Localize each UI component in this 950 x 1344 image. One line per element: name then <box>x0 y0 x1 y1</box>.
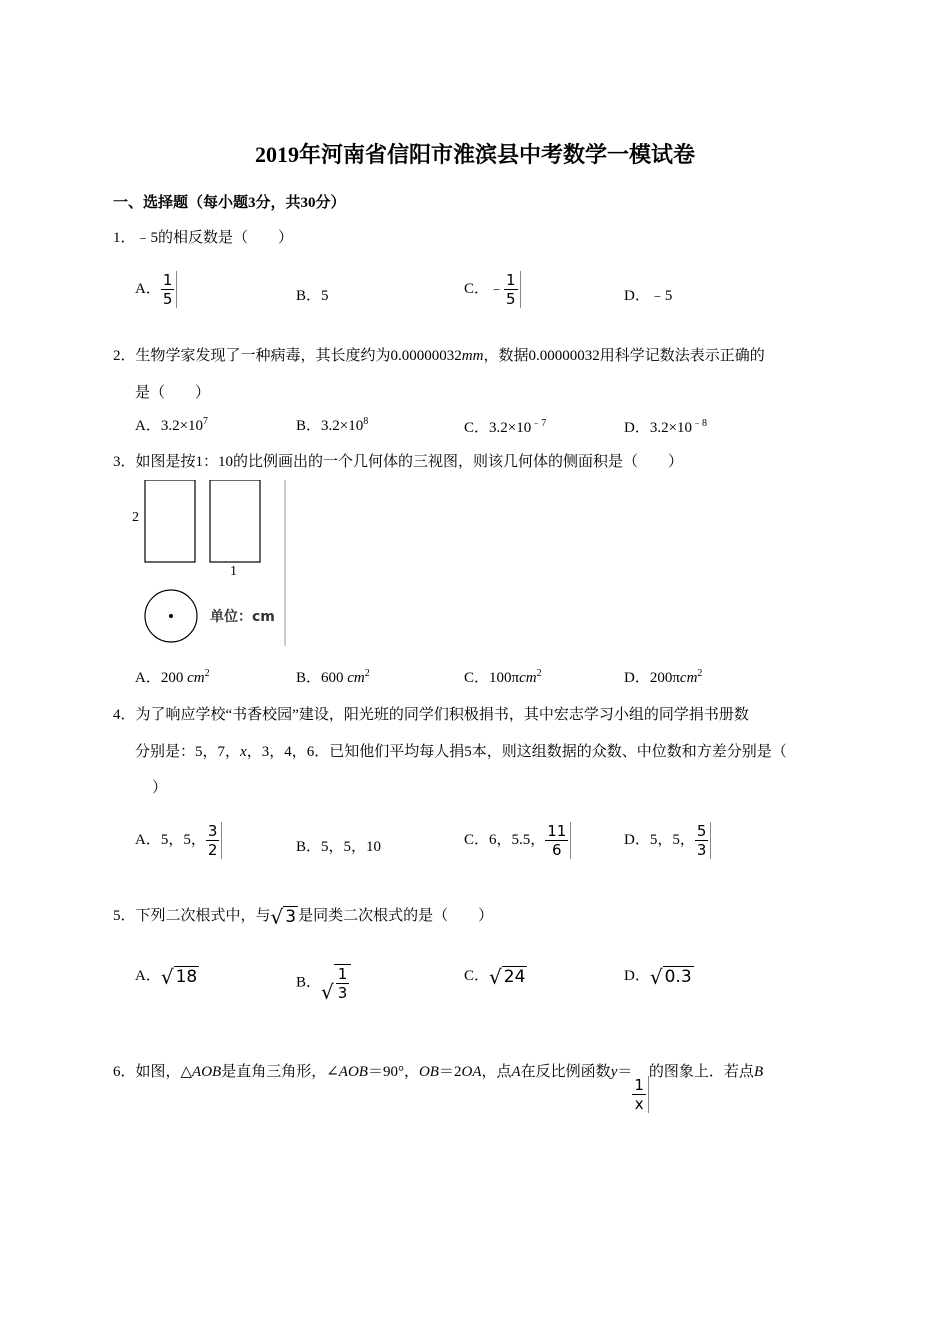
q3-option-c: C．100πcm$^2$ <box>464 668 542 686</box>
question-2-stem-line2: 是（ ） <box>135 385 211 401</box>
fraction: $\frac{5}{3}$ <box>695 822 712 859</box>
radical: √ $\frac{1}{3}$ <box>321 964 351 1002</box>
q4-option-c: C．6，5.5， $\frac{11}{6}$ <box>464 822 571 859</box>
dimension-label-width: 1 <box>230 564 237 579</box>
question-4-line3: ） <box>152 780 168 796</box>
radical: √ 3 <box>270 905 297 930</box>
unit-label: 单位：cm <box>210 609 275 625</box>
q2-option-b: B．$3.2\times 10^8$ <box>296 416 369 434</box>
fraction: $\frac{1}{x}$ <box>632 1076 649 1113</box>
question-4-line1: 4．为了响应学校“书香校园”建设，阳光班的同学们积极捐书，其中宏志学习小组的同学捐书册数 <box>113 707 749 723</box>
circle-center-dot <box>169 614 173 618</box>
front-view-rect <box>145 480 195 562</box>
q1-option-a: A． $\frac{1}{5}$ <box>135 271 177 308</box>
q1-option-c: C．﹣ $\frac{1}{5}$ <box>464 271 521 308</box>
q2-option-c: C．$3.2\times 10^{﹣7}$ <box>464 418 547 436</box>
q4-option-b: B．5，5，10 <box>296 839 382 855</box>
dimension-label-height: 2 <box>132 510 139 525</box>
fraction: $\frac{1}{3}$ <box>337 965 348 1002</box>
q5-option-a: A． √ 18 <box>135 965 198 990</box>
q5-option-c: C． √ 24 <box>464 965 526 990</box>
q2-option-a: A．$3.2\times 10^7$ <box>135 416 209 434</box>
question-6-stem: 6．如图，△AOB是直角三角形，∠AOB＝90°，OB＝2OA，点A在反比例函数y＝ $\frac{1}{x}$ 的图象上．若点B <box>113 1064 764 1113</box>
q3-option-d: D．200πcm$^2$ <box>624 668 703 686</box>
side-view-rect <box>210 480 260 562</box>
fraction: $\frac{1}{5}$ <box>504 271 521 308</box>
question-2-stem-line1: 2．生物学家发现了一种病毒，其长度约为0.00000032mm，数据0.00000032用科学记数法表示正确的 <box>113 348 765 364</box>
fraction: $\frac{3}{2}$ <box>206 822 223 859</box>
q2-option-d: D．$3.2\times 10^{﹣8}$ <box>624 418 708 436</box>
fraction: $\frac{11}{6}$ <box>545 822 571 859</box>
q3-option-b: B．600 $cm^2$ <box>296 668 370 686</box>
radical: √ 18 <box>160 965 198 990</box>
q5-option-b: B． √ $\frac{1}{3}$ <box>296 964 351 1002</box>
section-heading: 一、选择题（每小题3分，共30分） <box>113 195 346 211</box>
radical: √ 24 <box>489 965 526 990</box>
question-1-stem: 1．﹣5的相反数是（ ） <box>113 230 294 246</box>
q3-option-a: A．200 $cm^2$ <box>135 668 210 686</box>
fraction: $\frac{1}{5}$ <box>161 271 178 308</box>
page-title: 2019年河南省信阳市淮滨县中考数学一模试卷 <box>254 142 695 167</box>
three-view-figure <box>132 480 288 646</box>
radical: √ 0.3 <box>649 965 692 990</box>
q4-option-d: D．5，5， $\frac{5}{3}$ <box>624 822 711 859</box>
q1-option-d: D．﹣5 <box>624 288 673 304</box>
question-3-stem: 3．如图是按1：10的比例画出的一个几何体的三视图，则该几何体的侧面积是（ ） <box>113 454 684 470</box>
question-4-line2: 分别是：5，7，x，3，4，6．已知他们平均每人捐5本，则这组数据的众数、中位数和方差分别是（ <box>135 744 787 760</box>
q5-option-d: D． √ 0.3 <box>624 965 692 990</box>
question-5-stem: 5．下列二次根式中，与 √ 3 是同类二次根式的是（ ） <box>113 905 494 930</box>
q1-option-b: B．5 <box>296 288 329 304</box>
q4-option-a: A．5，5， $\frac{3}{2}$ <box>135 822 222 859</box>
